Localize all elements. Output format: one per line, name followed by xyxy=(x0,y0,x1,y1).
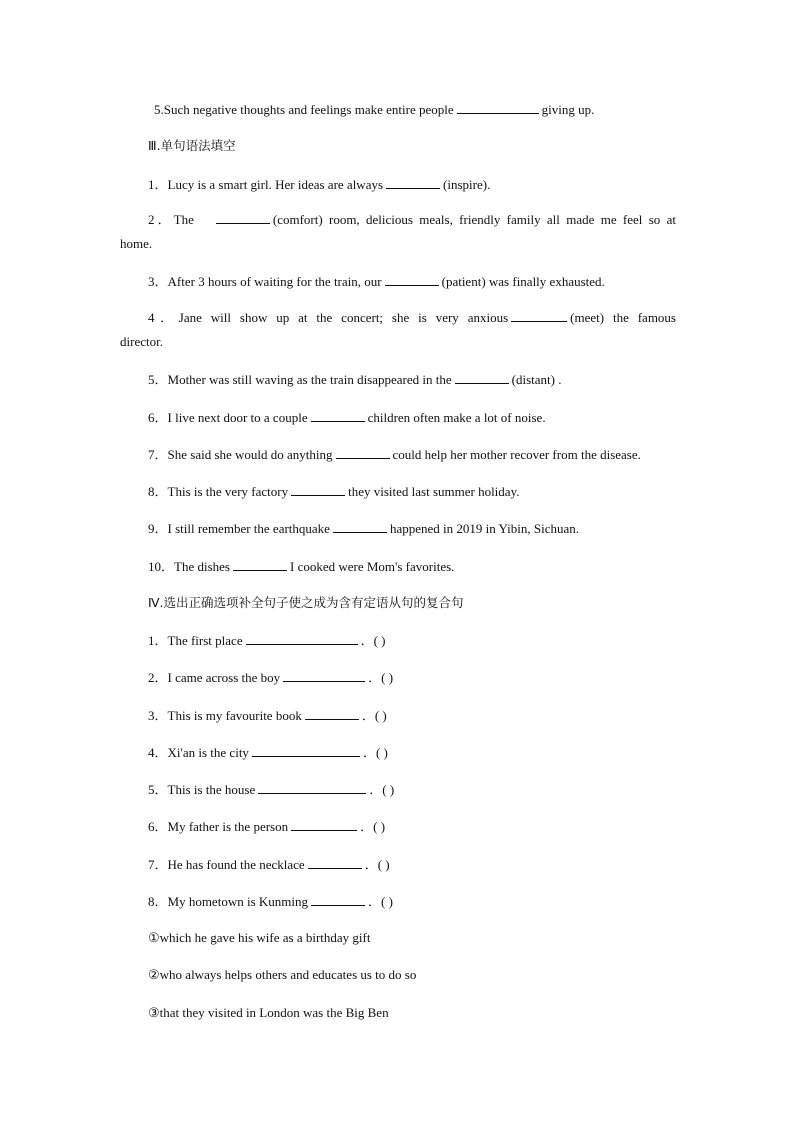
clause-question-8: 8．My hometown is Kunming ．( ) xyxy=(148,894,393,909)
answer-blank[interactable] xyxy=(216,211,270,224)
answer-blank[interactable] xyxy=(511,309,567,322)
clause-question-4: 4．Xi'an is the city ．( ) xyxy=(148,745,388,760)
answer-blank[interactable] xyxy=(291,818,357,831)
grammar-question-2: 2．The (comfort) room, delicious meals, friendly family all made me feel so at home. xyxy=(120,212,676,251)
clause-question-6: 6．My father is the person ．( ) xyxy=(148,819,386,834)
grammar-question-7: 7．She said she would do anything could help her mother recover from the disease. xyxy=(148,447,641,462)
option-2: ②who always helps others and educates us to do so xyxy=(148,967,417,982)
answer-blank[interactable] xyxy=(283,669,365,682)
answer-blank[interactable] xyxy=(246,632,358,645)
answer-parentheses[interactable]: ．( ) xyxy=(362,745,388,760)
answer-blank[interactable] xyxy=(386,176,440,189)
clause-question-7: 7．He has found the necklace ．( ) xyxy=(148,857,390,872)
option-1: ①which he gave his wife as a birthday gift xyxy=(148,930,371,945)
grammar-question-5: 5．Mother was still waving as the train disappeared in the (distant) . xyxy=(148,372,562,387)
clause-question-2: 2．I came across the boy ．( ) xyxy=(148,670,394,685)
answer-parentheses[interactable]: ．( ) xyxy=(361,708,387,723)
answer-blank[interactable] xyxy=(308,856,362,869)
answer-parentheses[interactable]: ．( ) xyxy=(360,819,386,834)
grammar-question-1: 1．Lucy is a smart girl. Her ideas are always (inspire). xyxy=(148,177,491,192)
clause-question-5: 5．This is the house ．( ) xyxy=(148,782,395,797)
answer-parentheses[interactable]: ．( ) xyxy=(369,782,395,797)
option-3: ③that they visited in London was the Big Ben xyxy=(148,1005,389,1020)
grammar-question-10: 10．The dishes I cooked were Mom's favorites. xyxy=(148,559,455,574)
clause-question-3: 3．This is my favourite book ．( ) xyxy=(148,708,387,723)
answer-blank[interactable] xyxy=(385,273,439,286)
clause-question-1: 1．The first place ．( ) xyxy=(148,633,386,648)
answer-blank[interactable] xyxy=(252,744,360,757)
answer-parentheses[interactable]: ．( ) xyxy=(360,633,386,648)
answer-blank[interactable] xyxy=(311,893,365,906)
answer-parentheses[interactable]: ．( ) xyxy=(368,670,394,685)
section-heading-attributive-clause: Ⅳ.选出正确选项补全句子使之成为含有定语从句的复合句 xyxy=(148,595,464,610)
answer-blank[interactable] xyxy=(291,483,345,496)
answer-blank[interactable] xyxy=(258,781,366,794)
answer-parentheses[interactable]: ．( ) xyxy=(364,857,390,872)
answer-blank[interactable] xyxy=(457,101,539,114)
grammar-question-9: 9．I still remember the earthquake happened in 2019 in Yibin, Sichuan. xyxy=(148,521,580,536)
grammar-question-8: 8．This is the very factory they visited last summer holiday. xyxy=(148,484,520,499)
part2-question-5: 5.Such negative thoughts and feelings make entire people giving up. xyxy=(154,102,595,117)
answer-blank[interactable] xyxy=(333,520,387,533)
section-heading-grammar-fill: Ⅲ.单句语法填空 xyxy=(148,138,236,153)
answer-parentheses[interactable]: ．( ) xyxy=(368,894,393,909)
grammar-question-4: 4．Jane will show up at the concert; she is very anxious (meet) the famous director. xyxy=(120,310,676,349)
answer-blank[interactable] xyxy=(336,446,390,459)
answer-blank[interactable] xyxy=(233,558,287,571)
answer-blank[interactable] xyxy=(455,371,509,384)
answer-blank[interactable] xyxy=(305,707,359,720)
answer-blank[interactable] xyxy=(311,409,365,422)
grammar-question-6: 6．I live next door to a couple children often make a lot of noise. xyxy=(148,410,546,425)
grammar-question-3: 3．After 3 hours of waiting for the train, our (patient) was finally exhausted. xyxy=(148,274,605,289)
